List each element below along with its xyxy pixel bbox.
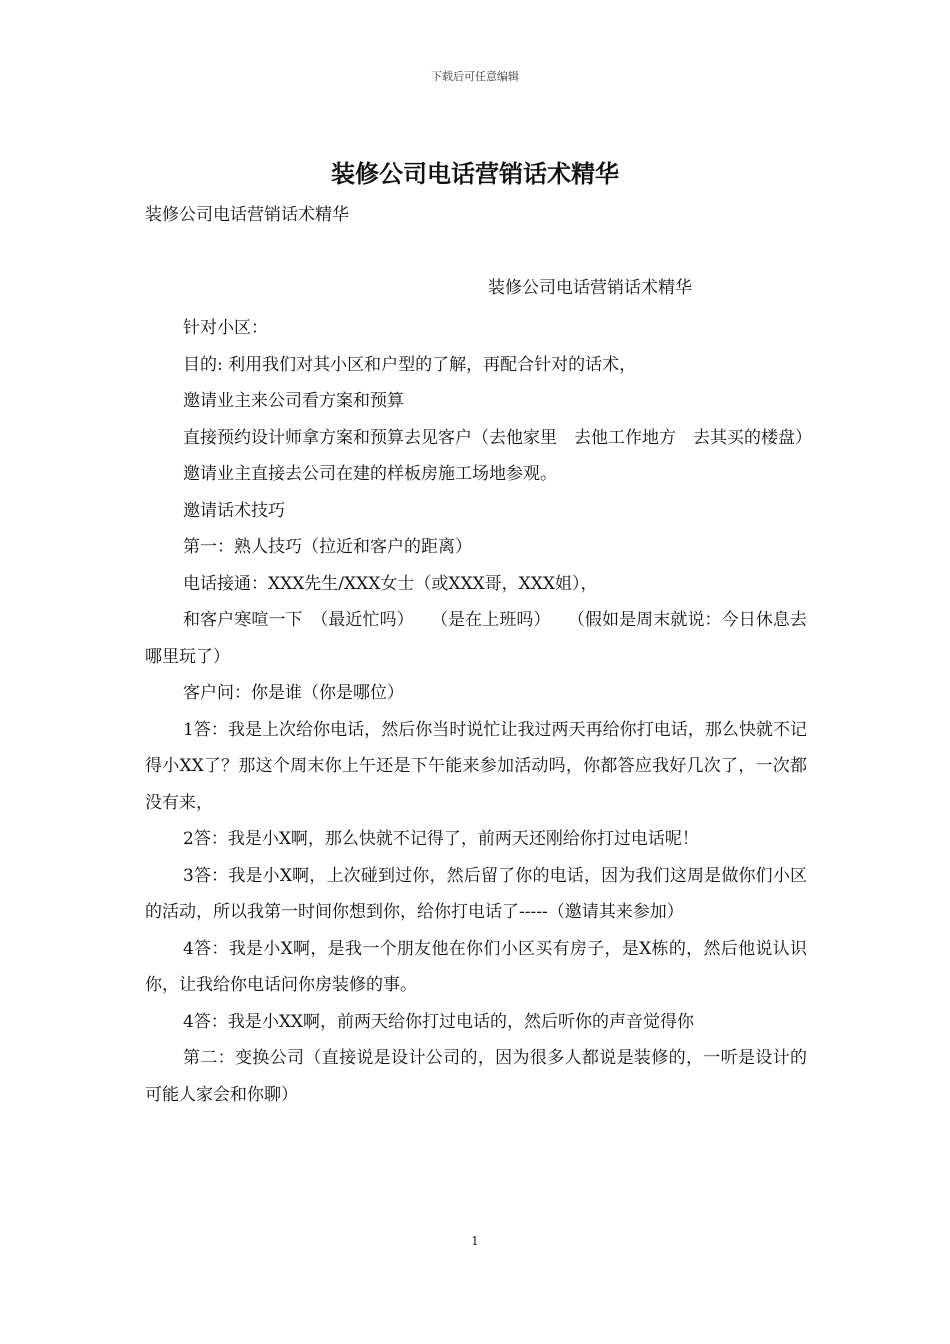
paragraph: 第二：变换公司（直接说是设计公司的，因为很多人都说是装修的，一听是设计的可能人家会和你聊） [145, 1048, 807, 1105]
paragraph: 2答：我是小X啊，那么快就不记得了，前两天还刚给你打过电话呢！ [183, 829, 699, 849]
header-note: 下载后可任意编辑 [431, 70, 519, 83]
paragraph: 3答：我是小X啊，上次碰到过你，然后留了你的电话，因为我们这周是做你们小区的活动，所以我第一时间你想到你，给你打电话了-----（邀请其来参加） [145, 865, 807, 922]
paragraph: 4答：我是小XX啊，前两天给你打过电话的，然后听你的声音觉得你 [183, 1011, 695, 1032]
paragraph: 针对小区： [183, 318, 268, 338]
paragraph: 邀请业主直接去公司在建的样板房施工场地参观。 [183, 464, 557, 484]
paragraph: 邀请话术技巧 [183, 500, 285, 521]
paragraph: 直接预约设计师拿方案和预算去见客户（去他家里 去他工作地方 去其买的楼盘） [183, 427, 812, 448]
paragraph: 第一：熟人技巧（拉近和客户的距离） [183, 537, 472, 557]
paragraph: 4答：我是小X啊，是我一个朋友他在你们小区买有房子，是X栋的，然后他说认识你，让我给你电话问你房装修的事。 [145, 938, 807, 995]
paragraph: 1答：我是上次给你电话，然后你当时说忙让我过两天再给你打电话，那么快就不记得小XX了？那这个周末你上午还是下午能来参加活动吗，你都答应我好几次了，一次都没有来， [145, 719, 807, 813]
page-number: 1 [471, 1234, 479, 1248]
document-subtitle-right: 装修公司电话营销话术精华 [488, 278, 692, 298]
paragraph: 电话接通：XXX先生/XXX女士（或XXX哥，XXX姐）， [183, 573, 598, 594]
document-body [145, 310, 812, 1113]
document-title: 装修公司电话营销话术精华 [331, 159, 619, 188]
paragraph: 目的: 利用我们对其小区和户型的了解，再配合针对的话术， [183, 354, 637, 375]
paragraph: 邀请业主来公司看方案和预算 [183, 391, 404, 411]
paragraph: 客户问：你是谁（你是哪位） [183, 683, 404, 703]
document-subtitle: 装修公司电话营销话术精华 [145, 205, 349, 225]
paragraph: 和客户寒喧一下 （最近忙吗） （是在上班吗） （假如是周末就说：今日休息去哪里玩了） [145, 610, 807, 667]
